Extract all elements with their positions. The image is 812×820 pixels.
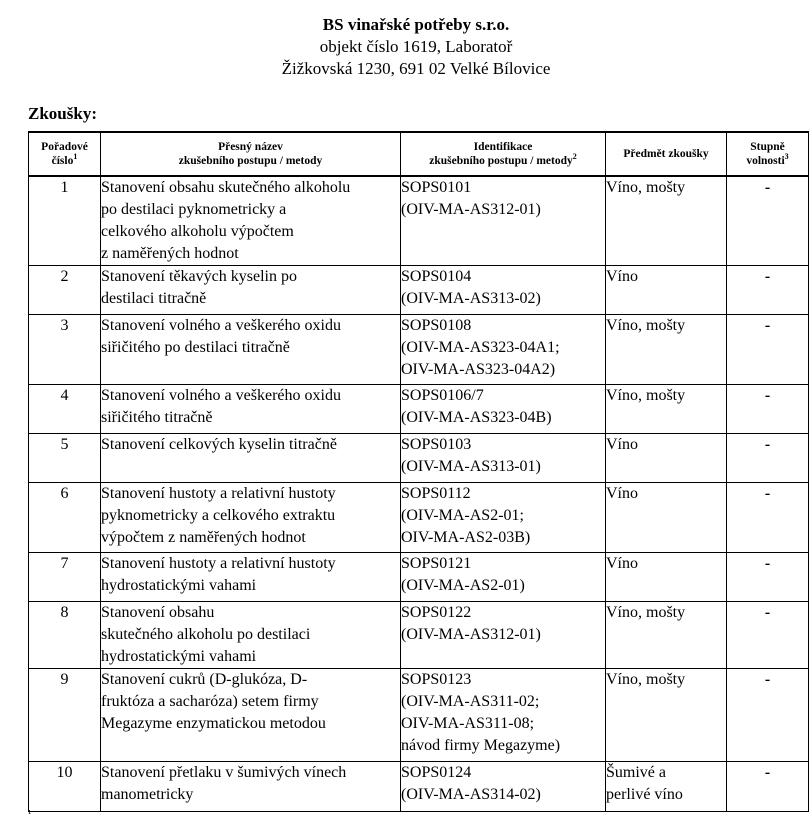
method-name-line: Stanovení cukrů (D-glukóza, D- xyxy=(101,671,308,688)
cell-order-number: 7 xyxy=(29,553,101,602)
header-address-line: Žižkovská 1230, 691 02 Velké Bílovice xyxy=(281,59,551,78)
identification-line: OIV-MA-AS323-04A2) xyxy=(401,361,556,378)
cell-method-name xyxy=(101,483,401,553)
cell-method-name xyxy=(101,385,401,434)
subject-line: Šumivé a xyxy=(606,764,666,781)
cell-method-name xyxy=(101,602,401,669)
table-row xyxy=(29,553,809,602)
table-header-row xyxy=(29,132,809,176)
method-name-line: pyknometricky a celkového extraktu xyxy=(101,507,336,524)
cell-method-identification xyxy=(401,315,606,385)
method-name-line: skutečného alkoholu po destilaci xyxy=(101,626,311,643)
method-name-line: celkového alkoholu výpočtem xyxy=(101,223,294,240)
cell-degrees-of-freedom: - xyxy=(727,669,809,762)
subject-line: Víno xyxy=(606,485,638,502)
identification-line: SOPS0103 xyxy=(401,436,472,453)
cell-method-identification xyxy=(401,266,606,315)
identification-line: (OIV-MA-AS312-01) xyxy=(401,201,541,218)
cell-order-number: 2 xyxy=(29,266,101,315)
cell-test-subject xyxy=(606,553,727,602)
method-name-line: Stanovení volného a veškerého oxidu xyxy=(101,387,341,404)
table-row xyxy=(29,434,809,483)
footnote-marker: ¹ xyxy=(28,808,32,820)
identification-line: návod firmy Megazyme) xyxy=(401,737,561,754)
company-name: BS vinařské potřeby s.r.o. xyxy=(322,15,510,34)
header-text: Stupně xyxy=(750,141,785,153)
cell-method-identification xyxy=(401,176,606,266)
table-row xyxy=(29,762,809,812)
cell-degrees-of-freedom: - xyxy=(727,483,809,553)
method-name-line: Stanovení hustoty a relativní hustoty xyxy=(101,485,336,502)
cell-method-identification xyxy=(401,553,606,602)
identification-line: SOPS0108 xyxy=(401,317,472,334)
method-name-line: destilaci titračně xyxy=(101,290,207,307)
cell-order-number: 9 xyxy=(29,669,101,762)
identification-line: (OIV-MA-AS312-01) xyxy=(401,626,541,643)
identification-line: SOPS0106/7 xyxy=(401,387,484,404)
identification-line: (OIV-MA-AS2-01; xyxy=(401,507,524,524)
method-name-line: Stanovení těkavých kyselin po xyxy=(101,268,297,285)
subject-line: Víno, mošty xyxy=(606,671,686,688)
cell-method-identification xyxy=(401,385,606,434)
cell-test-subject xyxy=(606,315,727,385)
cell-degrees-of-freedom: - xyxy=(727,434,809,483)
subject-line: perlivé víno xyxy=(606,786,683,803)
header-text: Identifikace xyxy=(473,141,533,153)
method-name-line: výpočtem z naměřených hodnot xyxy=(101,529,306,546)
cell-method-name xyxy=(101,434,401,483)
method-name-line: hydrostatickými vahami xyxy=(101,577,257,594)
cell-order-number: 3 xyxy=(29,315,101,385)
cell-order-number: 1 xyxy=(29,176,101,266)
identification-line: (OIV-MA-AS313-01) xyxy=(401,458,541,475)
identification-line: (OIV-MA-AS311-02; xyxy=(401,693,540,710)
table-row xyxy=(29,385,809,434)
table-row xyxy=(29,266,809,315)
identification-line: (OIV-MA-AS323-04A1; xyxy=(401,339,560,356)
identification-line: (OIV-MA-AS323-04B) xyxy=(401,409,552,426)
subject-line: Víno xyxy=(606,268,638,285)
method-name-line: Megazyme enzymatickou metodou xyxy=(101,715,326,732)
identification-line: SOPS0101 xyxy=(401,179,472,196)
subject-line: Víno xyxy=(606,436,638,453)
tests-table xyxy=(28,131,809,812)
cell-test-subject xyxy=(606,669,727,762)
footnote-ref: 3 xyxy=(784,152,789,162)
cell-test-subject xyxy=(606,176,727,266)
cell-test-subject xyxy=(606,434,727,483)
cell-degrees-of-freedom: - xyxy=(727,553,809,602)
cell-degrees-of-freedom: - xyxy=(727,266,809,315)
table-row xyxy=(29,176,809,266)
column-header-identification xyxy=(401,132,606,176)
cell-degrees-of-freedom: - xyxy=(727,762,809,812)
method-name-line: Stanovení volného a veškerého oxidu xyxy=(101,317,341,334)
cell-method-identification xyxy=(401,483,606,553)
document-header xyxy=(0,14,812,80)
subject-line: Víno, mošty xyxy=(606,317,686,334)
table-row xyxy=(29,602,809,669)
cell-method-identification xyxy=(401,762,606,812)
header-text: zkušebního postupu / metody xyxy=(178,155,323,167)
method-name-line: Stanovení celkových kyselin titračně xyxy=(101,436,337,453)
cell-test-subject xyxy=(606,483,727,553)
identification-line: SOPS0112 xyxy=(401,485,471,502)
table-row xyxy=(29,669,809,762)
identification-line: SOPS0123 xyxy=(401,671,472,688)
footnote-ref: 2 xyxy=(572,152,577,162)
identification-line: SOPS0121 xyxy=(401,555,472,572)
footnote-ref: 1 xyxy=(73,152,78,162)
cell-order-number: 10 xyxy=(29,762,101,812)
cell-order-number: 8 xyxy=(29,602,101,669)
table-row xyxy=(29,483,809,553)
identification-line: (OIV-MA-AS313-02) xyxy=(401,290,541,307)
cell-degrees-of-freedom: - xyxy=(727,602,809,669)
subject-line: Víno xyxy=(606,555,638,572)
cell-method-identification xyxy=(401,434,606,483)
identification-line: OIV-MA-AS311-08; xyxy=(401,715,535,732)
method-name-line: po destilaci pyknometricky a xyxy=(101,201,287,218)
identification-line: SOPS0104 xyxy=(401,268,472,285)
method-name-line: siřičitého po destilaci titračně xyxy=(101,339,290,356)
tests-table-body xyxy=(29,176,809,812)
cell-method-name xyxy=(101,553,401,602)
header-text: Přesný název xyxy=(218,141,283,153)
cell-method-name xyxy=(101,266,401,315)
identification-line: (OIV-MA-AS314-02) xyxy=(401,786,541,803)
identification-line: SOPS0122 xyxy=(401,604,472,621)
header-text: Pořadové xyxy=(41,141,88,153)
cell-degrees-of-freedom: - xyxy=(727,315,809,385)
cell-test-subject xyxy=(606,266,727,315)
column-header-number xyxy=(29,132,101,176)
method-name-line: Stanovení obsahu xyxy=(101,604,215,621)
header-text: Předmět zkoušky xyxy=(623,148,709,160)
subject-line: Víno, mošty xyxy=(606,604,686,621)
identification-line: SOPS0124 xyxy=(401,764,472,781)
section-title: Zkoušky: xyxy=(28,104,97,123)
cell-method-name xyxy=(101,315,401,385)
method-name-line: Stanovení hustoty a relativní hustoty xyxy=(101,555,336,572)
column-header-degrees xyxy=(727,132,809,176)
cell-method-name xyxy=(101,176,401,266)
method-name-line: manometricky xyxy=(101,786,194,803)
header-object-line: objekt číslo 1619, Laboratoř xyxy=(319,37,513,56)
cell-test-subject xyxy=(606,602,727,669)
method-name-line: fruktóza a sacharóza) setem firmy xyxy=(101,693,319,710)
identification-line: OIV-MA-AS2-03B) xyxy=(401,529,531,546)
header-text: zkušebního postupu / metody xyxy=(429,155,573,167)
cell-degrees-of-freedom: - xyxy=(727,385,809,434)
cell-test-subject xyxy=(606,385,727,434)
header-text: volnosti xyxy=(746,155,785,167)
method-name-line: siřičitého titračně xyxy=(101,409,213,426)
cell-method-identification xyxy=(401,669,606,762)
cell-degrees-of-freedom: - xyxy=(727,176,809,266)
identification-line: (OIV-MA-AS2-01) xyxy=(401,577,525,594)
header-text: číslo xyxy=(51,155,74,167)
cell-order-number: 4 xyxy=(29,385,101,434)
method-name-line: Stanovení přetlaku v šumivých vínech xyxy=(101,764,347,781)
cell-method-name xyxy=(101,762,401,812)
method-name-line: z naměřených hodnot xyxy=(101,245,239,262)
cell-order-number: 5 xyxy=(29,434,101,483)
table-row xyxy=(29,315,809,385)
cell-method-identification xyxy=(401,602,606,669)
column-header-name xyxy=(101,132,401,176)
cell-order-number: 6 xyxy=(29,483,101,553)
subject-line: Víno, mošty xyxy=(606,387,686,404)
subject-line: Víno, mošty xyxy=(606,179,686,196)
method-name-line: hydrostatickými vahami xyxy=(101,648,257,665)
cell-method-name xyxy=(101,669,401,762)
column-header-subject xyxy=(606,132,727,176)
cell-test-subject xyxy=(606,762,727,812)
method-name-line: Stanovení obsahu skutečného alkoholu xyxy=(101,179,351,196)
